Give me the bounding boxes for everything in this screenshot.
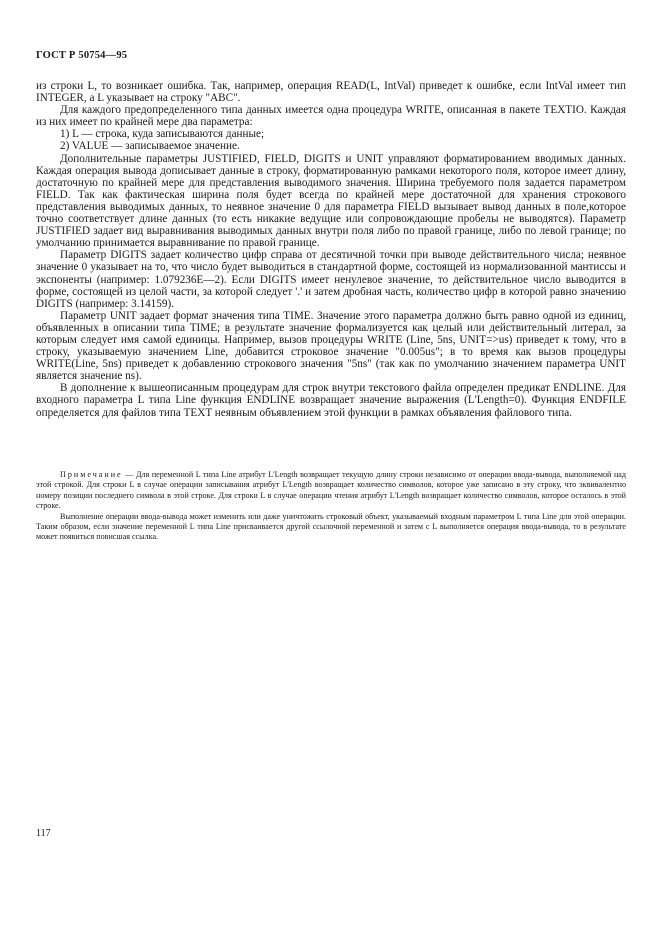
note-label: Примечание [60, 470, 123, 479]
paragraph: из строки L, то возникает ошибка. Так, например, операция READ(L, IntVal) приведет к ошибке, если IntVal имеет тип INTEGER, а L указывает на строку "ABC". [36, 80, 626, 105]
note-block [36, 470, 626, 543]
document-header: ГОСТ Р 50754—95 [36, 50, 128, 61]
note-paragraph [36, 470, 626, 512]
note-paragraph: Выполнение операции ввода-вывода может изменить или даже уничтожить строковый объект, указываемый входным параметром L типа Line для этой операции. Таким образом, если значение переменной L типа Line присваивается другой ссылочной переменной и затем с L выполняется операция ввода-вывода, то в результате может появиться повисшая ссылка. [36, 511, 626, 542]
paragraph: Дополнительные параметры JUSTIFIED, FIELD, DIGITS и UNIT управляют форматированием вводимых данных. Каждая операция вывода дописывает данные в строку, форматированную рамками некоторого поля, которое имеет длину, достаточную по крайней мере для представления выводимого значения. Ширина требуемого поля задается параметром FIELD. Так как фактическая ширина поля будет всегда по крайней мере достаточной для хранения строкового представления выводимых данных, то неявное значение 0 для параметра FIELD вызывает вывод данных в поле,которое точно соответствует длине данных (то есть никакие ведущие или сопровождающие пробелы не выводятся). Параметр JUSTIFIED задает вид выравнивания выводимых данных внутри поля либо по правой границе, либо по левой границе; по умолчанию принимается выравнивание по правой границе. [36, 152, 626, 250]
note-text: — Для переменной L типа Line атрибут L'Length возвращает текущую длину строки независимо от операции ввода-вывода, выполняемой над этой строкой. Для строки L в случае операции записывания атрибут L'Length возвращает количество символов, которое уже записано в эту строку, что эквивалентно номеру позиции последнего символа в этой строке. Для строки L в случае операции чтения атрибут L'Length возвращает количество символов, которое осталось в этой строке. [36, 470, 626, 511]
body-text [36, 80, 626, 419]
paragraph: Параметр UNIT задает формат значения типа TIME. Значение этого параметра должно быть равно одной из единиц, объявленных в описании типа TIME; в результате значение формализуется как целый или действительный литерал, за которым следует имя самой единицы. Например, вызов процедуры WRITE (Line, 5ns, UNIT=>us) приведет к тому, что в строку, указываемую значением Line, добавится строковое значение "0.005us"; в то время как вызов процедуры WRITE(Line, 5ns) приведет к добавлению строкового значения "5ns" (так как по умолчанию значением параметра UNIT является значение ns). [36, 309, 626, 383]
page-number: 117 [36, 828, 51, 839]
list-item: 1) L — строка, куда записываются данные; [60, 128, 265, 141]
paragraph: Параметр DIGITS задает количество цифр справа от десятичной точки при выводе действительного числа; неявное значение 0 указывает на то, что число будет выводиться в стандартной форме, состоящей из нормализованной мантиссы и экспоненты (например: 1.079236E—2). Если DIGITS имеет ненулевое значение, то действительное число выводится в форме, состоящей из целой части, за которой следует '.' и затем дробная часть, количество цифр в которой равно значению DIGITS (например: 3.14159). [36, 249, 626, 310]
paragraph: В дополнение к вышеописанным процедурам для строк внутри текстового файла определен предикат ENDLINE. Для входного параметра L типа Line функция ENDLINE возвращает значение выражения (L'Length=0). Функция ENDFILE определяется для файлов типа TEXT неявным объявлением этой функции в рамках объявления файлового типа. [36, 382, 626, 419]
paragraph: Для каждого предопределенного типа данных имеется одна процедура WRITE, описанная в пакете TEXTIO. Каждая из них имеет по крайней мере два параметра: [36, 104, 626, 129]
list-item: 2) VALUE — записываемое значение. [60, 140, 240, 153]
